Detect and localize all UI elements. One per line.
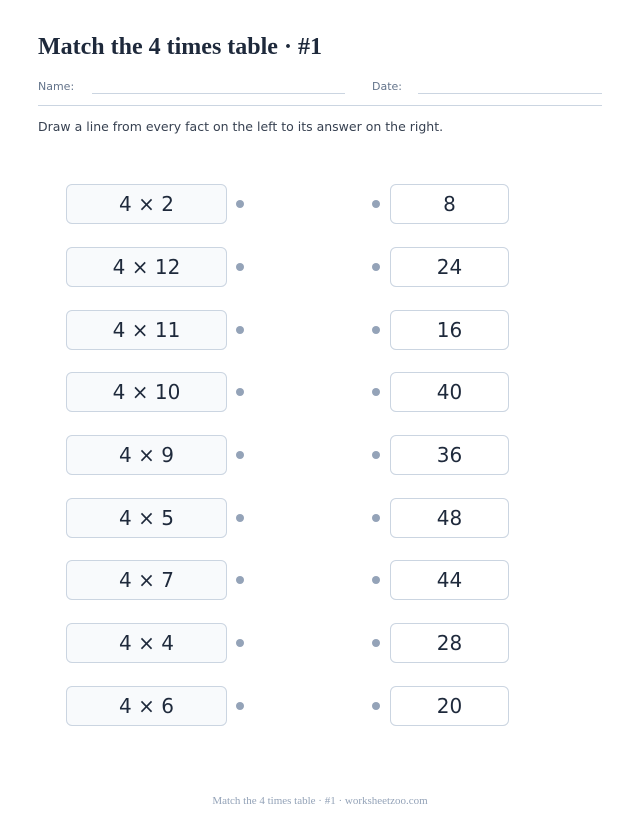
fact-box: 4 × 10	[66, 372, 227, 412]
fact-box: 4 × 12	[66, 247, 227, 287]
answer-dot[interactable]	[372, 200, 380, 208]
answer-box: 40	[390, 372, 509, 412]
answer-box: 24	[390, 247, 509, 287]
answer-dot[interactable]	[372, 263, 380, 271]
answer-box: 36	[390, 435, 509, 475]
match-row	[0, 435, 640, 477]
answer-dot[interactable]	[372, 702, 380, 710]
name-label: Name:	[38, 80, 75, 93]
instructions-text: Draw a line from every fact on the left to its answer on the right.	[38, 119, 444, 134]
header-divider	[38, 105, 602, 106]
answer-dot[interactable]	[372, 576, 380, 584]
match-row	[0, 686, 640, 728]
fact-box: 4 × 11	[66, 310, 227, 350]
match-row	[0, 184, 640, 226]
fact-box: 4 × 9	[66, 435, 227, 475]
answer-dot[interactable]	[372, 326, 380, 334]
answer-box: 20	[390, 686, 509, 726]
page-title: Match the 4 times table · #1	[38, 34, 322, 60]
answer-box: 16	[390, 310, 509, 350]
fact-dot[interactable]	[236, 263, 244, 271]
match-row	[0, 310, 640, 352]
fact-box: 4 × 2	[66, 184, 227, 224]
fact-dot[interactable]	[236, 388, 244, 396]
date-label: Date:	[372, 80, 402, 93]
match-row	[0, 372, 640, 414]
fact-box: 4 × 7	[66, 560, 227, 600]
fact-dot[interactable]	[236, 576, 244, 584]
answer-dot[interactable]	[372, 514, 380, 522]
answer-dot[interactable]	[372, 388, 380, 396]
page-footer: Match the 4 times table · #1 · worksheetzoo.com	[212, 795, 428, 807]
match-row	[0, 247, 640, 289]
answer-box: 48	[390, 498, 509, 538]
match-row	[0, 623, 640, 665]
match-row	[0, 560, 640, 602]
answer-dot[interactable]	[372, 451, 380, 459]
fact-box: 4 × 6	[66, 686, 227, 726]
answer-box: 8	[390, 184, 509, 224]
fact-dot[interactable]	[236, 326, 244, 334]
fact-dot[interactable]	[236, 451, 244, 459]
fact-box: 4 × 4	[66, 623, 227, 663]
fact-dot[interactable]	[236, 200, 244, 208]
name-field-line[interactable]	[92, 93, 345, 94]
fact-dot[interactable]	[236, 639, 244, 647]
answer-box: 44	[390, 560, 509, 600]
fact-box: 4 × 5	[66, 498, 227, 538]
fact-dot[interactable]	[236, 514, 244, 522]
match-row	[0, 498, 640, 540]
fact-dot[interactable]	[236, 702, 244, 710]
answer-dot[interactable]	[372, 639, 380, 647]
answer-box: 28	[390, 623, 509, 663]
date-field-line[interactable]	[418, 93, 602, 94]
